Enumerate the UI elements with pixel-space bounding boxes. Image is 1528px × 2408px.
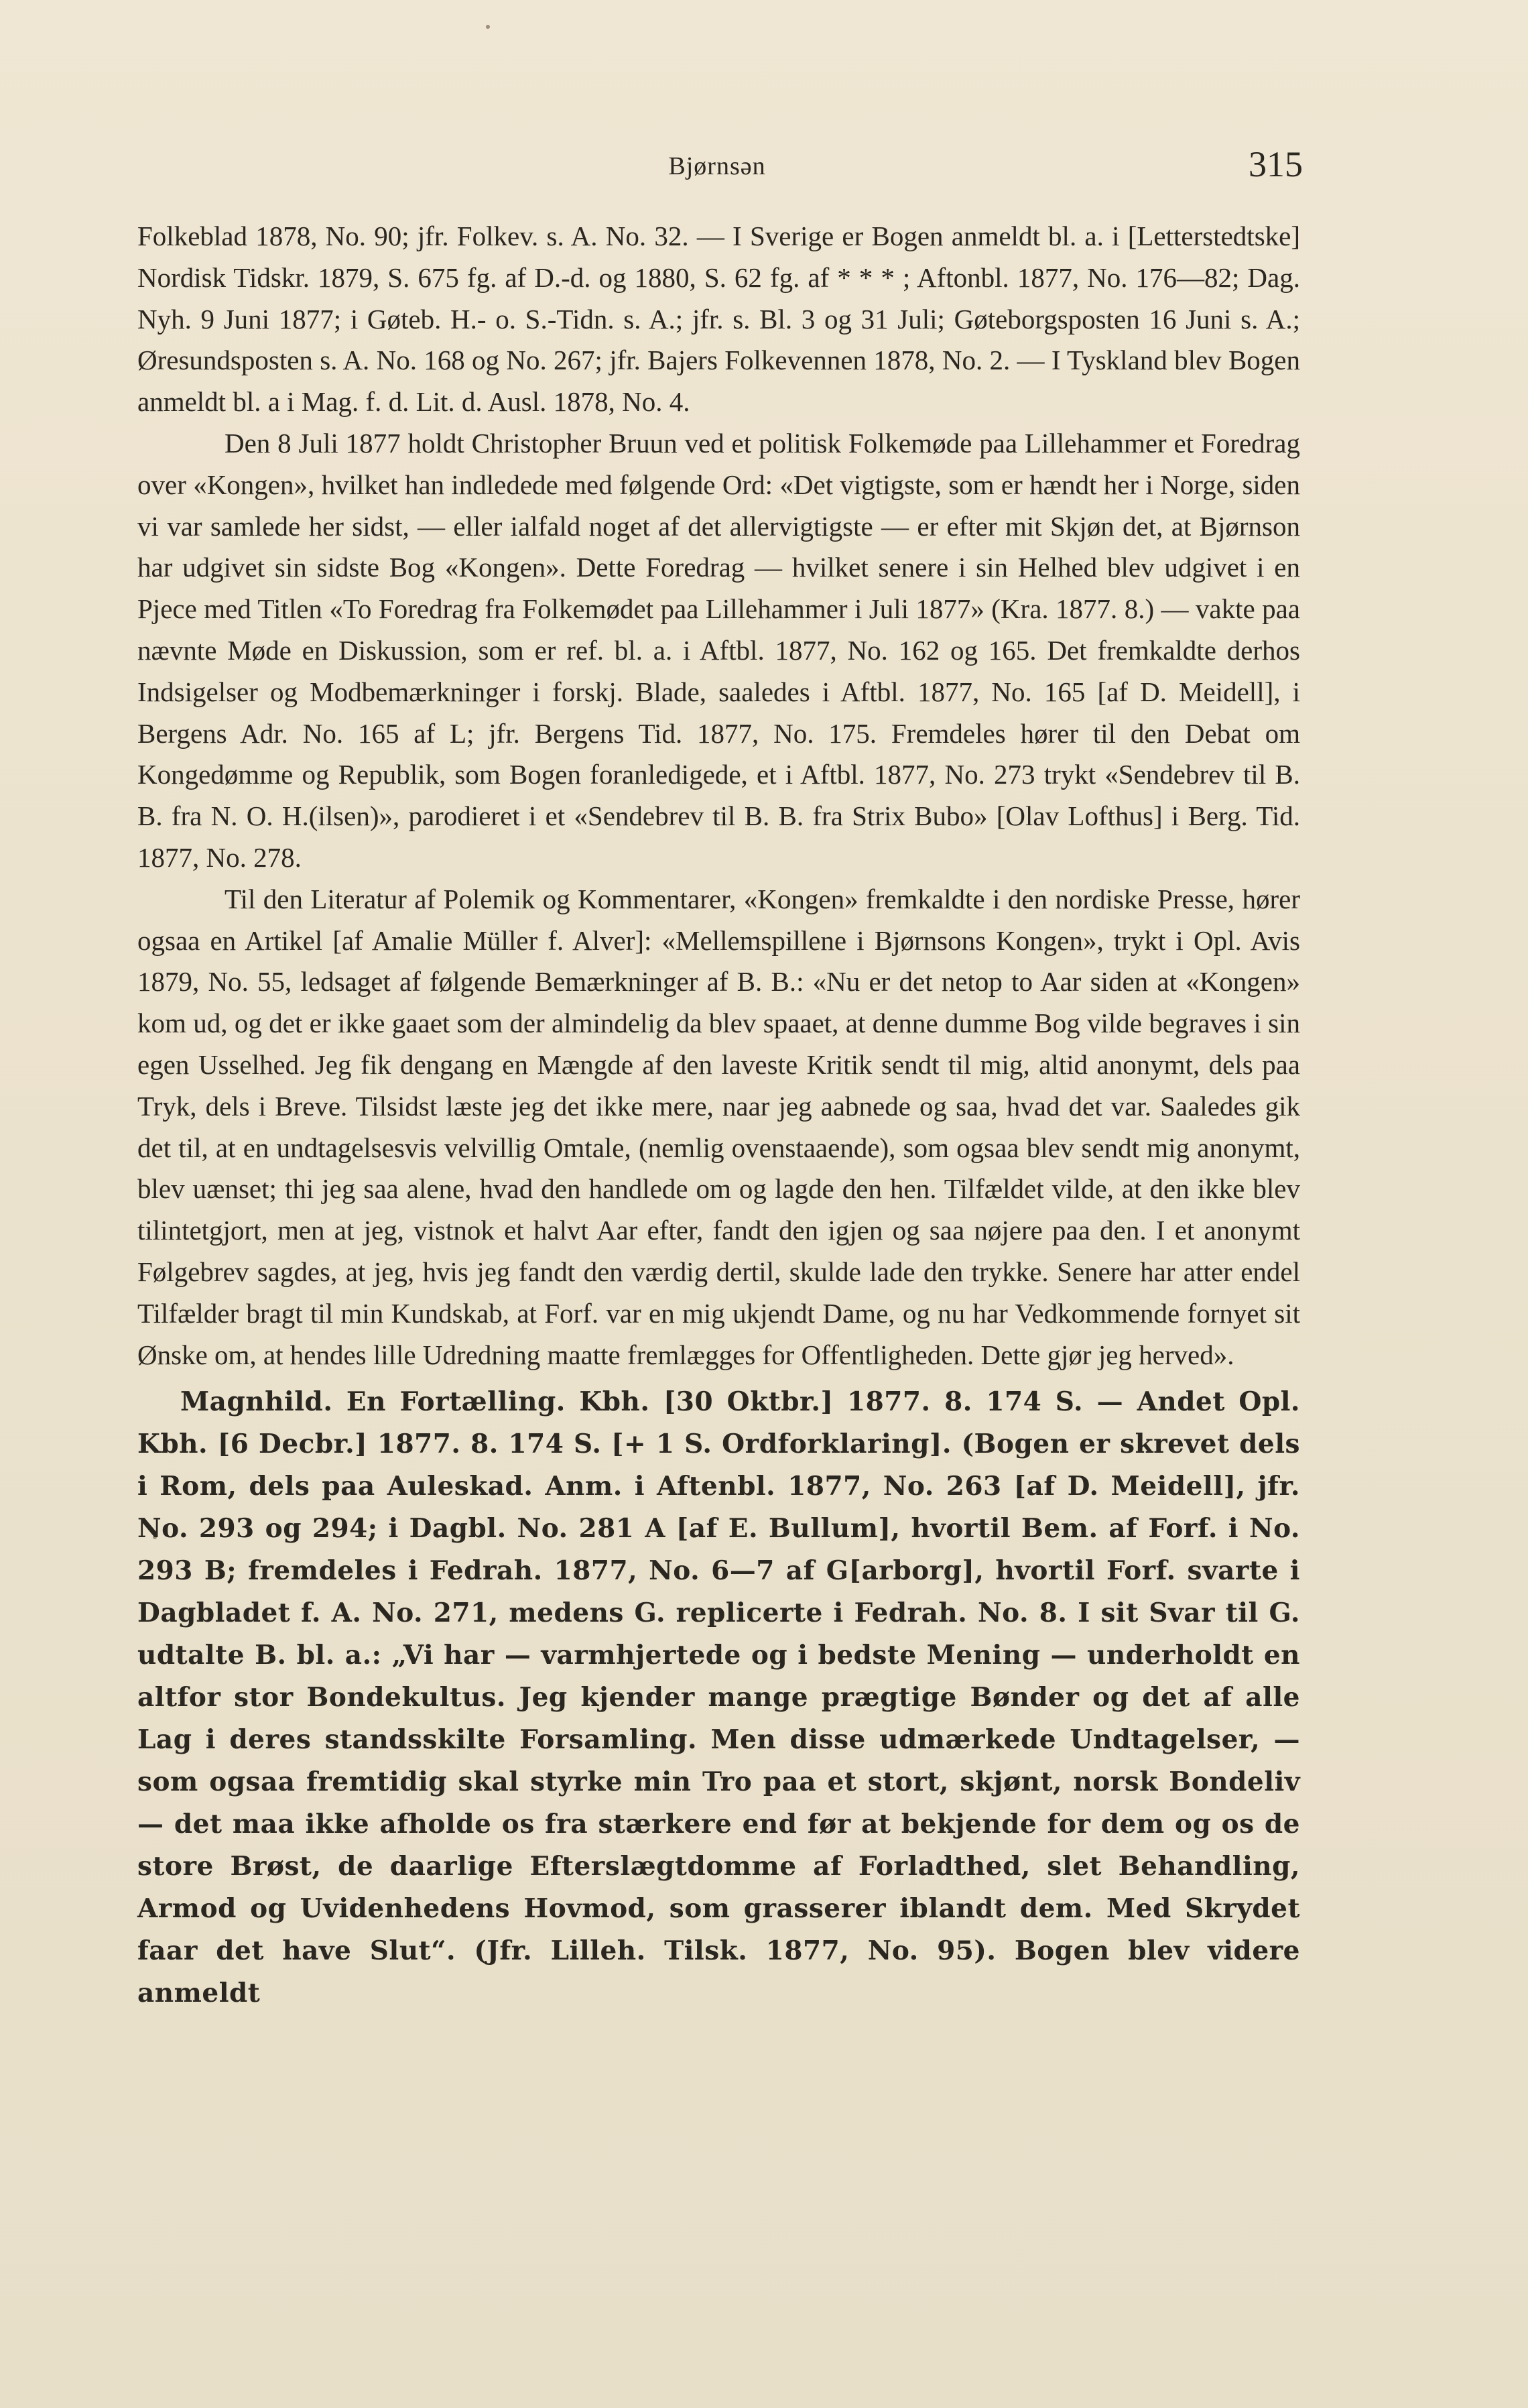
entry-magnhild: Magnhild. En Fortælling. Kbh. [30 Oktbr.] 1877. 8. 174 S. — Andet Opl. Kbh. [6 Decbr.] 1877. 8. 174 S. [+ 1 S. Ordforklaring]. (Bogen er skrevet dels i Rom, dels paa Auleskad. Anm. i Aftenbl. 1877, No. 263 [af D. Meidell], jfr. No. 293 og 294; i Dagbl. No. 281 A [af E. Bullum], hvortil Bem. af Forf. i No. 293 B; fremdeles i Fedrah. 1877, No. 6—7 af G[arborg], hvortil Forf. svarte i Dagbladet f. A. No. 271, medens G. replicerte i Fedrah. No. 8. I sit Svar til G. udtalte B. bl. a.: „Vi har — varmhjertede og i bedste Mening — underholdt en altfor stor Bondekultus. Jeg kjender mange prægtige Bønder og det af alle Lag i deres standsskilte Forsamling. Men disse udmærkede Undtagelser, — som ogsaa fremtidig skal styrke min Tro paa et stort, skjønt, norsk Bondeliv — det maa ikke afholde os fra stærkere end før at bekjende for dem og os de store Brøst, de daarlige Efterslægtdomme af Forladthed, slet Behandling, Armod og Uvidenhedens Hovmod, som grasserer iblandt dem. Med Skrydet faar det have Slut“. (Jfr. Lilleh. Tilsk. 1877, No. 95). Bogen blev videre anmeldt [137,1386,1300,2009]
body-text [137,216,1300,2014]
running-head: Bjørnsən [668,152,766,180]
paragraph-literatur: Til den Literatur af Polemik og Kommentarer, «Kongen» fremkaldte i den nordiske Presse, hører ogsaa en Artikel [af Amalie Müller f. Alver]: «Mellemspillene i Bjørnsons Kongen», trykt i Opl. Avis 1879, No. 55, ledsaget af følgende Bemærkninger af B. B.: «Nu er det netop to Aar siden at «Kongen» kom ud, og det er ikke gaaet som der almindelig da blev spaaet, at denne dumme Bog vilde begraves i sin egen Usselhed. Jeg fik dengang en Mængde af den laveste Kritik sendt til mig, altid anonymt, dels paa Tryk, dels i Breve. Tilsidst læste jeg det ikke mere, naar jeg aabnede og saa, hvad det var. Saaledes gik det til, at en undtagelsesvis velvillig Omtale, (nemlig ovenstaaende), som ogsaa blev sendt mig anonymt, blev uænset; thi jeg saa alene, hvad den handlede om og lagde den hen. Tilfældet vilde, at den ikke blev tilintetgjort, men at jeg, vistnok et halvt Aar efter, fandt den igjen og saa nøjere paa den. I et anonymt Følgebrev sagdes, at jeg, hvis jeg fandt den værdig dertil, skulde lade den trykke. Senere har atter endel Tilfælder bragt til min Kundskab, at Forf. var en mig ukjendt Dame, og nu har Vedkommende fornyet sit Ønske om, at hendes lille Udredning maatte fremlægges for Offentligheden. Dette gjør jeg herved». [137,883,1300,1370]
paragraph-bibliography: Folkeblad 1878, No. 90; jfr. Folkev. s. A. No. 32. — I Sverige er Bogen anmeldt bl. a. i [Letterstedtske] Nordisk Tidskr. 1879, S. 675 fg. af D.-d. og 1880, S. 62 fg. af * * * ; Aftonbl. 1877, No. 176—82; Dag. Nyh. 9 Juni 1877; i Gøteb. H.- o. S.-Tidn. s. A.; jfr. s. Bl. 3 og 31 Juli; Gøteborgsposten 16 Juni s. A.; Øresundsposten s. A. No. 168 og No. 267; jfr. Bajers Folkevennen 1878, No. 2. — I Tyskland blev Bogen anmeldt bl. a i Mag. f. d. Lit. d. Ausl. 1878, No. 4. [137,221,1300,418]
page-header [134,143,1303,190]
page-number: 315 [1249,144,1303,184]
paragraph-foredrag: Den 8 Juli 1877 holdt Christopher Bruun ved et politisk Folkemøde paa Lillehammer et Foredrag over «Kongen», hvilket han indledede med følgende Ord: «Det vigtigste, som er hændt her i Norge, siden vi var samlede her sidst, — eller ialfald noget af det allervigtigste — er efter mit Skjøn det, at Bjørnson har udgivet sin sidste Bog «Kongen». Dette Foredrag — hvilket senere i sin Helhed blev udgivet i en Pjece med Titlen «To Foredrag fra Folkemødet paa Lillehammer i Juli 1877» (Kra. 1877. 8.) — vakte paa nævnte Møde en Diskussion, som er ref. bl. a. i Aftbl. 1877, No. 162 og 165. Det fremkaldte derhos Indsigelser og Modbemærkninger i forskj. Blade, saaledes i Aftbl. 1877, No. 165 [af D. Meidell], i Bergens Adr. No. 165 af L; jfr. Bergens Tid. 1877, No. 175. Fremdeles hører til den Debat om Kongedømme og Republik, som Bogen foranledigede, et i Aftbl. 1877, No. 273 trykt «Sendebrev til B. B. fra N. O. H.(ilsen)», parodieret i et «Sendebrev til B. B. fra Strix Bubo» [Olav Lofthus] i Berg. Tid. 1877, No. 278. [137,427,1300,873]
page-speck [486,25,490,29]
